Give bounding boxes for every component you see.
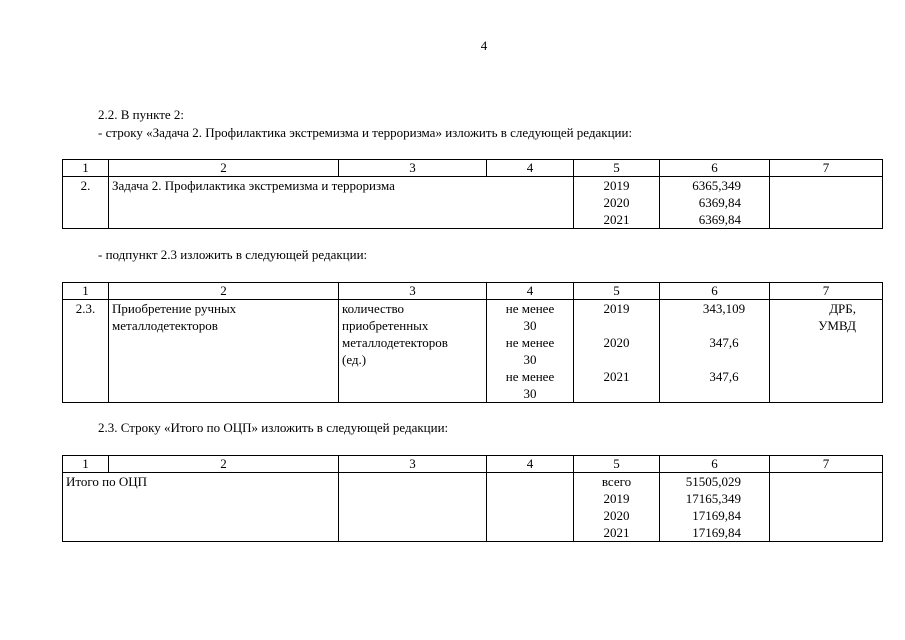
header-cell: 1 [63, 283, 109, 300]
year: 2020 [603, 195, 630, 210]
indicator-line: количество [342, 301, 405, 316]
header-cell: 6 [660, 283, 770, 300]
table-task-2 [62, 159, 883, 229]
value: 6369,84 [698, 212, 741, 227]
header-cell: 2 [109, 160, 339, 177]
years-cell [574, 300, 660, 403]
year: 2021 [603, 212, 630, 227]
years-cell [574, 473, 660, 542]
values-cell [660, 177, 770, 229]
target-line: не менее [505, 369, 555, 384]
page-number: 4 [480, 38, 488, 53]
header-cell: 1 [63, 456, 109, 473]
responsible-cell [770, 177, 883, 229]
value: 51505,029 [685, 474, 741, 489]
value: 17165,349 [685, 491, 741, 506]
table-total [62, 455, 883, 542]
header-cell: 3 [339, 283, 487, 300]
table-header-row [63, 283, 883, 300]
year: 2019 [603, 491, 630, 506]
section-2-2-instruction: - строку «Задача 2. Профилактика экстремизма и терроризма» изложить в следующей редакции: [98, 125, 633, 140]
header-cell: 6 [660, 456, 770, 473]
target-line: 30 [523, 352, 537, 367]
row-number: 2. [63, 177, 109, 229]
targets-cell [487, 300, 574, 403]
value: 17169,84 [692, 525, 741, 540]
target-line: 30 [523, 386, 537, 401]
empty-cell [487, 473, 574, 542]
section-2-2-heading: 2.2. В пункте 2: [98, 107, 185, 122]
table-row [63, 300, 883, 403]
indicator [339, 300, 487, 403]
header-cell: 4 [487, 283, 574, 300]
table-subpoint-2-3 [62, 282, 883, 403]
item-name-line: Приобретение ручных [112, 301, 237, 316]
indicator-line: (ед.) [342, 352, 367, 367]
header-cell: 6 [660, 160, 770, 177]
target-line: не менее [505, 335, 555, 350]
responsible-cell [770, 300, 883, 403]
row-title: Задача 2. Профилактика экстремизма и терроризма [109, 177, 574, 229]
indicator-line: приобретенных [342, 318, 429, 333]
values-cell [660, 300, 770, 403]
table-header-row [63, 456, 883, 473]
target-line: не менее [505, 301, 555, 316]
years-cell [574, 177, 660, 229]
value: 6365,349 [692, 178, 741, 193]
header-cell: 2 [109, 283, 339, 300]
section-2-3-instruction: 2.3. Строку «Итого по ОЦП» изложить в следующей редакции: [98, 420, 449, 435]
table-row [63, 473, 883, 542]
year: 2019 [603, 178, 630, 193]
responsible-line: ДРБ, [829, 301, 856, 316]
row-number: 2.3. [63, 300, 109, 403]
header-cell: 4 [487, 160, 574, 177]
header-cell: 5 [574, 456, 660, 473]
header-cell: 3 [339, 160, 487, 177]
year: 2020 [603, 335, 630, 350]
value: 17169,84 [692, 508, 741, 523]
header-cell: 3 [339, 456, 487, 473]
item-name [109, 300, 339, 403]
value: 347,6 [709, 369, 739, 384]
table-header-row [63, 160, 883, 177]
year: 2021 [603, 525, 630, 540]
header-cell: 4 [487, 456, 574, 473]
year: 2020 [603, 508, 630, 523]
year: 2019 [603, 301, 630, 316]
value: 343,109 [702, 301, 746, 316]
indicator-line: металлодетекторов [342, 335, 448, 350]
target-line: 30 [523, 318, 537, 333]
empty-cell [770, 473, 883, 542]
header-cell: 5 [574, 283, 660, 300]
subpoint-instruction: - подпункт 2.3 изложить в следующей редакции: [98, 247, 368, 262]
value: 347,6 [709, 335, 739, 350]
header-cell: 2 [109, 456, 339, 473]
year: 2021 [603, 369, 630, 384]
header-cell: 1 [63, 160, 109, 177]
item-name-line: металлодетекторов [112, 318, 218, 333]
header-cell: 7 [770, 160, 883, 177]
year: всего [601, 474, 632, 489]
table-row [63, 177, 883, 229]
header-cell: 7 [770, 456, 883, 473]
values-cell [660, 473, 770, 542]
header-cell: 7 [770, 283, 883, 300]
value: 6369,84 [698, 195, 741, 210]
total-label: Итого по ОЦП [63, 473, 339, 542]
responsible-line: УМВД [818, 318, 856, 333]
empty-cell [339, 473, 487, 542]
header-cell: 5 [574, 160, 660, 177]
